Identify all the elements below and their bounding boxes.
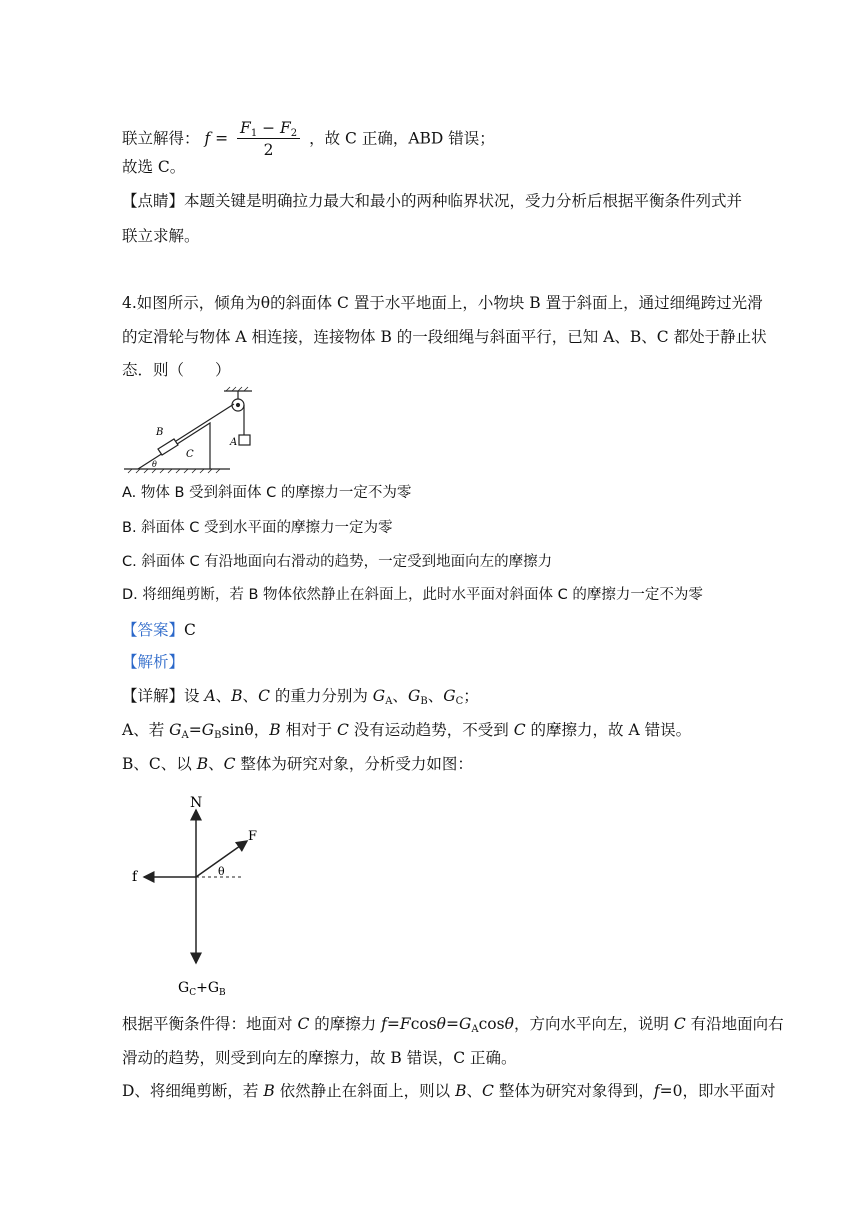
remark-line-2: 联立求解。 bbox=[122, 227, 200, 245]
option-c: C. 斜面体 C 有沿地面向右滑动的趋势，一定受到地面向左的摩擦力 bbox=[122, 554, 553, 570]
remark-line-1: 【点睛】本题关键是明确拉力最大和最小的两种临界状况，受力分析后根据平衡条件列式并 bbox=[122, 192, 743, 210]
label-F: F bbox=[248, 829, 258, 844]
label-f: f bbox=[132, 869, 138, 885]
label-theta: θ bbox=[152, 460, 157, 469]
answer-line bbox=[122, 620, 196, 640]
fraction-denominator: 2 bbox=[263, 141, 274, 159]
label-gravity: $G_C+G_B$ bbox=[178, 980, 226, 998]
question-line-3: 态．则（ ） bbox=[122, 361, 231, 379]
question-line-1: 4.如图所示，倾角为θ的斜面体 C 置于水平地面上，小物块 B 置于斜面上，通过细绳跨过光滑 bbox=[122, 294, 763, 312]
detail-line-6: D、将细绳剪断，若 B 依然静止在斜面上，则以 B、C 整体为研究对象得到，f=0，即水平面对 bbox=[122, 1082, 776, 1100]
conclusion-line: 故选 C。 bbox=[122, 158, 186, 176]
fraction-numerator: $F_1 - F_2$ bbox=[237, 118, 300, 139]
detail-line-3: B、C、以 B、C 整体为研究对象，分析受力如图： bbox=[122, 755, 473, 773]
label-b: B bbox=[156, 427, 164, 438]
force-diagram bbox=[120, 785, 290, 1000]
answer-value: C bbox=[184, 621, 196, 639]
analysis-tag bbox=[122, 652, 184, 672]
detail-line-1: 【详解】设 A、B、C 的重力分别为 $G_A$、$G_B$、$G_C$； bbox=[122, 687, 479, 707]
solution-line: 联立解得： f = $\frac{F_1 - F_2}{2}$ ，故 C 正确，ABD 错误； bbox=[122, 119, 495, 159]
text: 联立解得： bbox=[122, 129, 200, 148]
analysis-label: 【解析】 bbox=[122, 653, 185, 671]
fraction bbox=[237, 118, 300, 161]
option-d: D. 将细绳剪断，若 B 物体依然静止在斜面上，此时水平面对斜面体 C 的摩擦力一定不为零 bbox=[122, 587, 703, 603]
label-c: C bbox=[186, 449, 194, 460]
detail-line-4: 根据平衡条件得：地面对 C 的摩擦力 $f=Fcos\theta=G_A\cos\theta$，方向水平向左，说明 C 有沿地面向右 bbox=[122, 1015, 784, 1035]
text: ，故 C 正确，ABD 错误； bbox=[309, 129, 495, 148]
detail-line-5: 滑动的趋势，则受到向左的摩擦力，故 B 错误，C 正确。 bbox=[122, 1049, 517, 1067]
label-theta2: θ bbox=[218, 865, 225, 878]
question-line-2: 的定滑轮与物体 A 相连接，连接物体 B 的一段细绳与斜面平行，已知 A、B、C 都处于静止状 bbox=[122, 328, 767, 346]
formula-lhs: f bbox=[204, 129, 211, 148]
label-n: N bbox=[190, 795, 203, 811]
answer-tag: 【答案】 bbox=[122, 621, 185, 639]
label-a: A bbox=[230, 437, 238, 448]
incline-pulley-figure bbox=[120, 385, 270, 475]
detail-line-2: A、若 $G_A=G_B\sin\theta$，B 相对于 C 没有运动趋势，不受到 C 的摩擦力，故 A 错误。 bbox=[122, 721, 692, 741]
option-b: B. 斜面体 C 受到水平面的摩擦力一定为零 bbox=[122, 520, 393, 536]
option-a: A. 物体 B 受到斜面体 C 的摩擦力一定不为零 bbox=[122, 485, 412, 501]
